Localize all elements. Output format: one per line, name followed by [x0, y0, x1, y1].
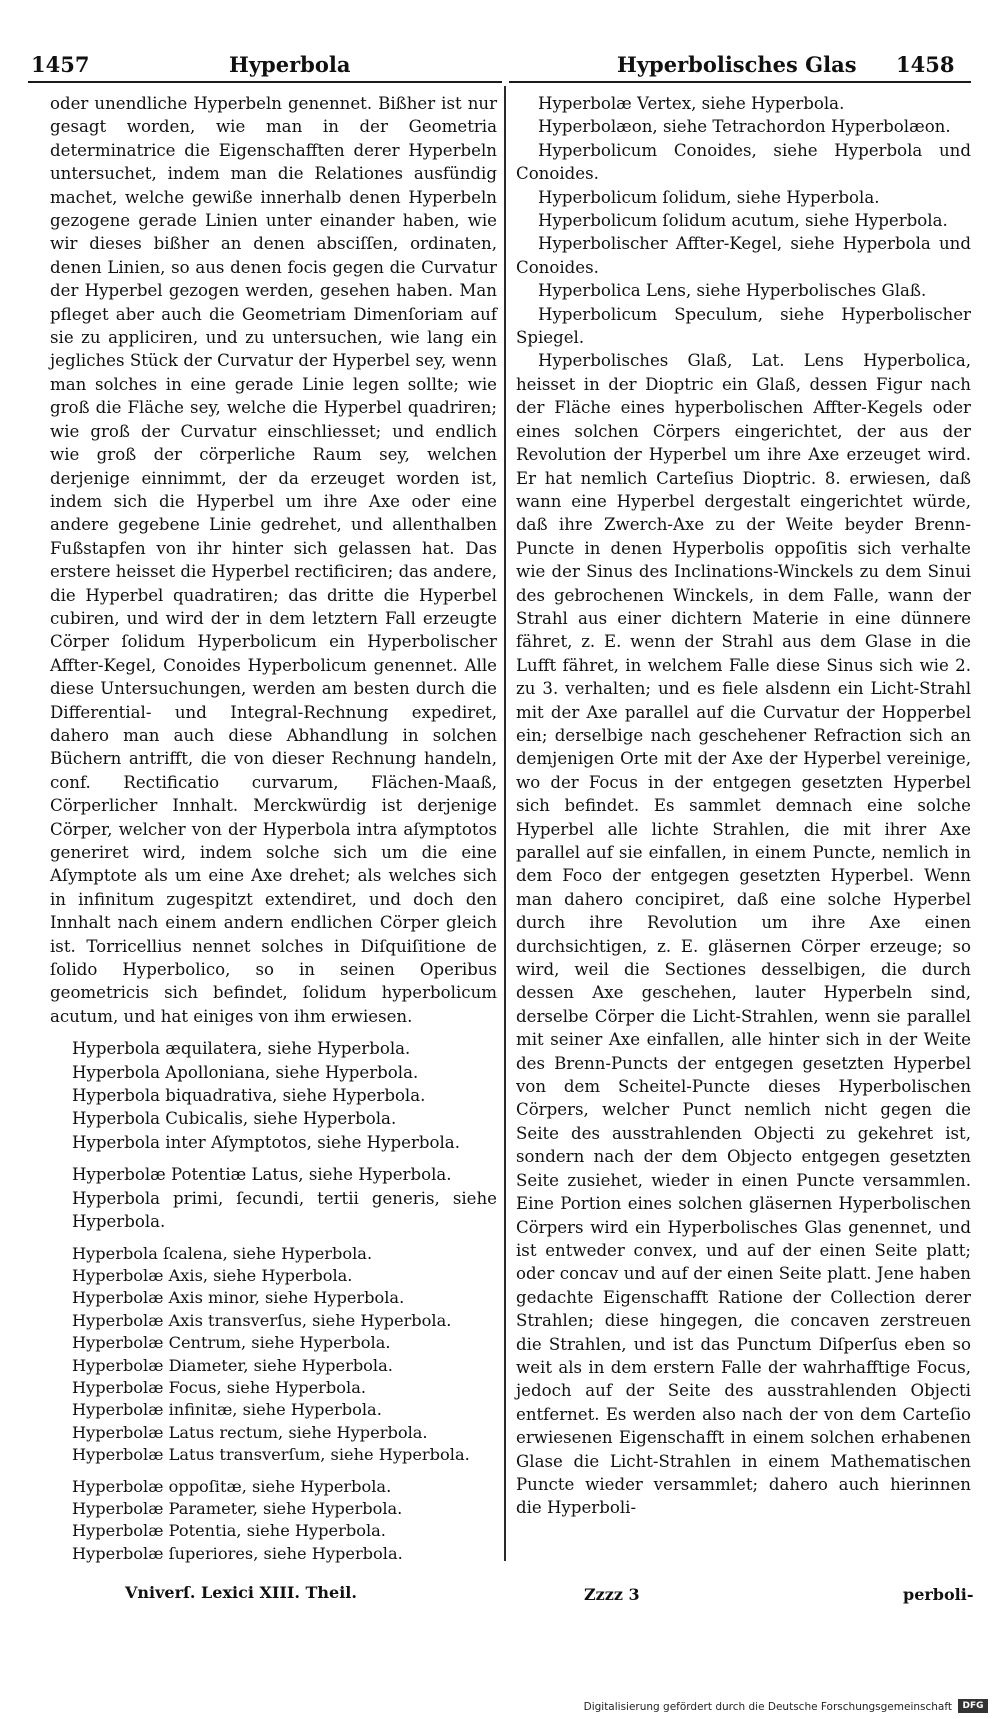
list-item: Hyperbolica Lens, siehe Hyperbolisches Glaß. [538, 281, 927, 301]
list-item: Hyperbolæ Latus transverſum, siehe Hyperbola. [72, 1445, 470, 1465]
list-item: Hyperbolæ oppoſitæ, siehe Hyperbola. [72, 1476, 392, 1496]
list-item: Hyperbolæ Latus rectum, siehe Hyperbola. [72, 1422, 428, 1442]
list-item: Hyperbola primi, ſecundi, tertii generis, siehe Hyperbola. [72, 1188, 497, 1232]
right-column [516, 92, 971, 1520]
list-item: Hyperbolæ Potentia, siehe Hyperbola. [72, 1521, 386, 1541]
column-divider [504, 86, 506, 1561]
list-item: Hyperbola Cubicalis, siehe Hyperbola. [72, 1109, 397, 1129]
list-item: Hyperbolischer Affter-Kegel, siehe Hyperbola und Conoides. [516, 234, 971, 277]
list-item: Hyperbolæ Focus, siehe Hyperbola. [72, 1377, 367, 1397]
list-item: Hyperbolæ Potentiæ Latus, siehe Hyperbola. [72, 1165, 452, 1185]
list-item: Hyperbolæ Axis transverſus, siehe Hyperbola. [72, 1310, 452, 1330]
right-main-paragraph: Hyperbolisches Glaß, Lat. Lens Hyperbolica, heisset in der Dioptric ein Glaß, dessen Figur nach der Fläche eines hyperbolischen Affter-Kegels oder eines solchen Cörpers eingerichtet, der aus der Revolution der Hyperbel um ihre Axe erzeuget wird. Er hat nemlich Carteſius Dioptric. 8. erwiesen, daß wann eine Hyperbel dergestalt eingerichtet würde, daß ihre Zwerch-Axe zu der Weite beyder Brenn-Puncte in denen Hyperbolis oppoſitis sich verhalte wie der Sinus des Inclinations-Winckels zu dem Sinui des gebrochenen Winckels, in dem Falle, wann der Strahl aus einer dichtern Materie in eine dünnere fähret, z. E. wenn der Strahl aus dem Glase in die Lufft fähret, in welchem Falle diese Sinus sich wie 2. zu 3. verhalten; und es fiele alsdenn ein Licht-Strahl mit der Axe parallel auf die Curvatur der Hopperbel ein; derselbige nach geschehener Refraction sich an demjenigen Orte mit der Axe der Hyperbel vereinige, wo der Focus in der entgegen gesetzten Hyperbel sich befindet. Es sammlet demnach eine solche Hyperbel alle lichte Strahlen, die mit ihrer Axe parallel auf sie einfallen, in einem Puncte, nemlich in dem Foco der entgegen gesetzten Hyperbel. Wenn man dahero concipiret, daß eine solche Hyperbel durch ihre Revolution um ihre Axe einen durchsichtigen, z. E. gläsernen Cörper erzeuge; so wird, weil die Sectiones desselbigen, die durch dessen Axe geschehen, lauter Hyperbeln sind, derselbe Cörper die Licht-Strahlen, wenn sie parallel mit seiner Axe einfallen, alle hinter sich in der Weite des Brenn-Puncts der entgegen gesetzten Hyperbel von dem Scheitel-Puncte dieses Hyperbolischen Cörpers, welcher Punct nemlich nicht gegen die Seite des ausstrahlenden Objecti zu gekehret ist, sondern nach der dem Objecto entgegen gesetzten Seite zusiehet, wieder in einen Puncte versammlen. Eine Portion eines solchen gläsernen Hyperbolischen Cörpers wird ein Hyperbolisches Glas genennet, und ist entweder convex, und auf der einen Seite platt; oder concav und auf der einen Seite platt. Jene haben gedachte Eigenschafft Ratione der Collection derer Strahlen; diese hingegen, die concaven zerstreuen die Strahlen, und ist das Punctum Diſperſus eben so weit als in dem erstern Falle der wahrhafftige Focus, jedoch auf der Seite des ausstrahlenden Objecti entfernet. Es werden also nach der von dem Carteſio erwiesenen Eigenschafft in einem solchen erhabenen Glase die Licht-Strahlen in einem Mathematischen Puncte wieder versammlet; dahero auch hierinnen die Hyperboli- [516, 351, 971, 1518]
list-item: Hyperbola æquilatera, siehe Hyperbola. [72, 1039, 411, 1059]
list-item: Hyperbolicum ſolidum, siehe Hyperbola. [538, 187, 880, 207]
running-title-left: Hyperbola [229, 52, 351, 77]
list-item: Hyperbolæon, siehe Tetrachordon Hyperbolæon. [538, 117, 951, 137]
left-main-paragraph: oder unendliche Hyperbeln genennet. Bißher ist nur gesagt worden, wie man in der Geometria determinatrice die Eigenschafften derer Hyperbeln untersuchet, indem man die Relationes ausfündig machet, welche gewiße innerhalb denen Hyperbeln gezogene gerade Linien unter einander haben, wie wir dieses bißher an denen absciſſen, ordinaten, denen Linien, so aus denen focis gegen die Curvatur der Hyperbel gezogen werden, gesehen haben. Man pfleget aber auch die Geometriam Dimenſoriam auf sie zu appliciren, und zu untersuchen, wie lang ein jegliches Stück der Curvatur der Hyperbel sey, wenn man solches in eine gerade Linie legen sollte; wie groß die Fläche sey, welche die Hyperbel quadriren; wie groß der Curvatur einschliesset; und endlich wie groß der cörperliche Raum sey, welchen derjenige einnimmt, der da erzeuget worden ist, indem sich die Hyperbel um ihre Axe oder eine andere gegebene Linie gedrehet, und allenthalben Fußstapfen von ihr hinter sich gelassen hat. Das erstere heisset die Hyperbel rectificiren; das andere, die Hyperbel quadratiren; das dritte die Hyperbel cubiren, und wird der in dem letztern Fall erzeugte Cörper ſolidum Hyperbolicum ein Hyperbolischer Affter-Kegel, Conoides Hyperbolicum genennet. Alle diese Untersuchungen, werden am besten durch die Differential- und Integral-Rechnung expediret, dahero man auch diese Abhandlung in solchen Büchern antrifft, die von dieser Rechnung handeln, conf. Rectificatio curvarum, Flächen-Maaß, Cörperlicher Innhalt. Merckwürdig ist derjenige Cörper, welcher von der Hyperbola intra aſymptotos generiret wird, indem solche sich um die eine Aſymptote als um eine Axe drehet; als welches sich in infinitum zugespitzt extendiret, und doch den Innhalt nach einem andern endlichen Cörper gleich ist. Torricellius nennet solches in Diſquiſitione de ſolido Hyperbolico, so in seinen Operibus geometricis sich befindet, ſolidum hyperbolicum acutum, und hat einiges von ihm erwiesen. [50, 94, 498, 1026]
list-item: Hyperbolæ Diameter, siehe Hyperbola. [72, 1355, 393, 1375]
catchword: perboli- [903, 1585, 974, 1604]
list-item: Hyperbola ſcalena, siehe Hyperbola. [72, 1243, 373, 1263]
list-item: Hyperbolæ Parameter, siehe Hyperbola. [72, 1498, 403, 1518]
list-item: Hyperbola inter Aſymptotos, siehe Hyperbola. [72, 1132, 460, 1152]
list-item: Hyperbola Apolloniana, siehe Hyperbola. [72, 1062, 419, 1082]
signature-mark: Zzzz 3 [584, 1585, 640, 1604]
list-item: Hyperbolicum Conoides, siehe Hyperbola und Conoides. [516, 140, 971, 184]
header-rule-left [28, 81, 502, 83]
list-item: Hyperbola biquadrativa, siehe Hyperbola. [72, 1086, 426, 1106]
page-number-left: 1457 [31, 52, 90, 77]
list-item: Hyperbolæ Centrum, siehe Hyperbola. [72, 1333, 391, 1353]
list-item: Hyperbolæ infinitæ, siehe Hyperbola. [72, 1400, 382, 1420]
running-title-right: Hyperbolisches Glas [617, 52, 857, 77]
list-item: Hyperbolæ Axis minor, siehe Hyperbola. [72, 1288, 405, 1308]
volume-catchword: Vniverſ. Lexici XIII. Theil. [125, 1583, 357, 1602]
list-item: Hyperbolæ ſuperiores, siehe Hyperbola. [72, 1543, 403, 1563]
list-item: Hyperbolicum Speculum, siehe Hyperbolischer Spiegel. [516, 304, 971, 348]
digitization-credit: Digitalisierung gefördert durch die Deutsche Forschungsgemeinschaft [583, 1701, 952, 1713]
dfg-logo: DFG [958, 1699, 988, 1713]
list-item: Hyperbolæ Vertex, siehe Hyperbola. [538, 94, 845, 113]
header-rule-right [509, 81, 971, 83]
list-item: Hyperbolicum ſolidum acutum, siehe Hyperbola. [538, 211, 948, 231]
left-column [50, 92, 497, 1565]
page-number-right: 1458 [896, 52, 955, 77]
list-item: Hyperbolæ Axis, siehe Hyperbola. [72, 1265, 353, 1285]
